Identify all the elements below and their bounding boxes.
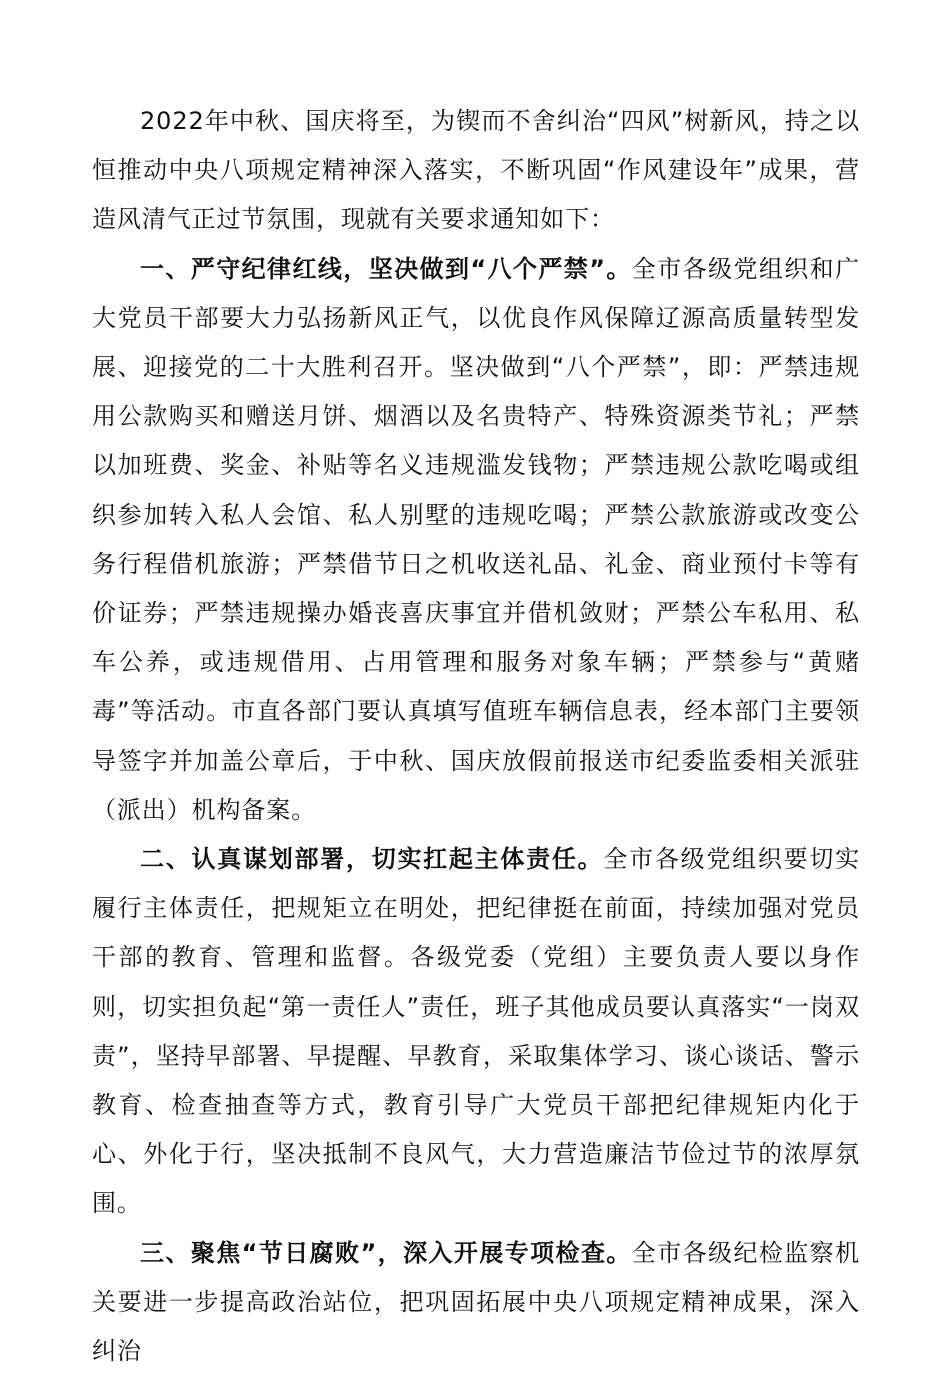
- paragraph-text: 2022年中秋、国庆将至，为锲而不舍纠治“四风”树新风，持之以恒推动中央八项规定精神深入落实，不断巩固“作风建设年”成果，营造风清气正过节氛围，现就有关要求通知如下：: [92, 107, 860, 234]
- document-body: [92, 97, 860, 1376]
- section-three-paragraph: [92, 1229, 860, 1376]
- section-two-text: 全市各级党组织要切实履行主体责任，把规矩立在明处，把纪律挺在前面，持续加强对党员干部的教育、管理和监督。各级党委（党组）主要负责人要以身作则，切实担负起“第一责任人”责任，班子其他成员要认真落实“一岗双责”，坚持早部署、早提醒、早教育，采取集体学习、谈心谈话、警示教育、检查抽查等方式，教育引导广大党员干部把纪律规矩内化于心、外化于行，坚决抵制不良风气，大力营造廉洁节俭过节的浓厚氛围。: [92, 845, 861, 1218]
- section-one-text: 全市各级党组织和广大党员干部要大力弘扬新风正气，以优良作风保障辽源高质量转型发展、迎接党的二十大胜利召开。坚决做到“八个严禁”，即：严禁违规用公款购买和赠送月饼、烟酒以及名贵特产、特殊资源类节礼；严禁以加班费、奖金、补贴等名义违规滥发钱物；严禁违规公款吃喝或组织参加转入私人会馆、私人别墅的违规吃喝；严禁公款旅游或改变公务行程借机旅游；严禁借节日之机收送礼品、礼金、商业预付卡等有价证券；严禁违规操办婚丧喜庆事宜并借机敛财；严禁公车私用、私车公养，或违规借用、占用管理和服务对象车辆；严禁参与“黄赌毒”等活动。市直各部门要认真填写值班车辆信息表，经本部门主要领导签字并加盖公章后，于中秋、国庆放假前报送市纪委监委相关派驻（派出）机构备案。: [92, 254, 860, 824]
- section-three-heading: 三、聚焦“节日腐败”，深入开展专项检查。: [140, 1238, 632, 1267]
- intro-paragraph: [92, 97, 860, 245]
- section-one-heading: 一、严守纪律红线，坚决做到“八个严禁”。: [140, 254, 632, 283]
- section-two-paragraph: [92, 835, 860, 1229]
- section-two-heading: 二、认真谋划部署，切实扛起主体责任。: [140, 845, 604, 874]
- section-one-paragraph: [92, 245, 860, 835]
- section-three-text: 全市各级纪检监察机关要进一步提高政治站位，把巩固拓展中央八项规定精神成果，深入纠治: [92, 1238, 860, 1366]
